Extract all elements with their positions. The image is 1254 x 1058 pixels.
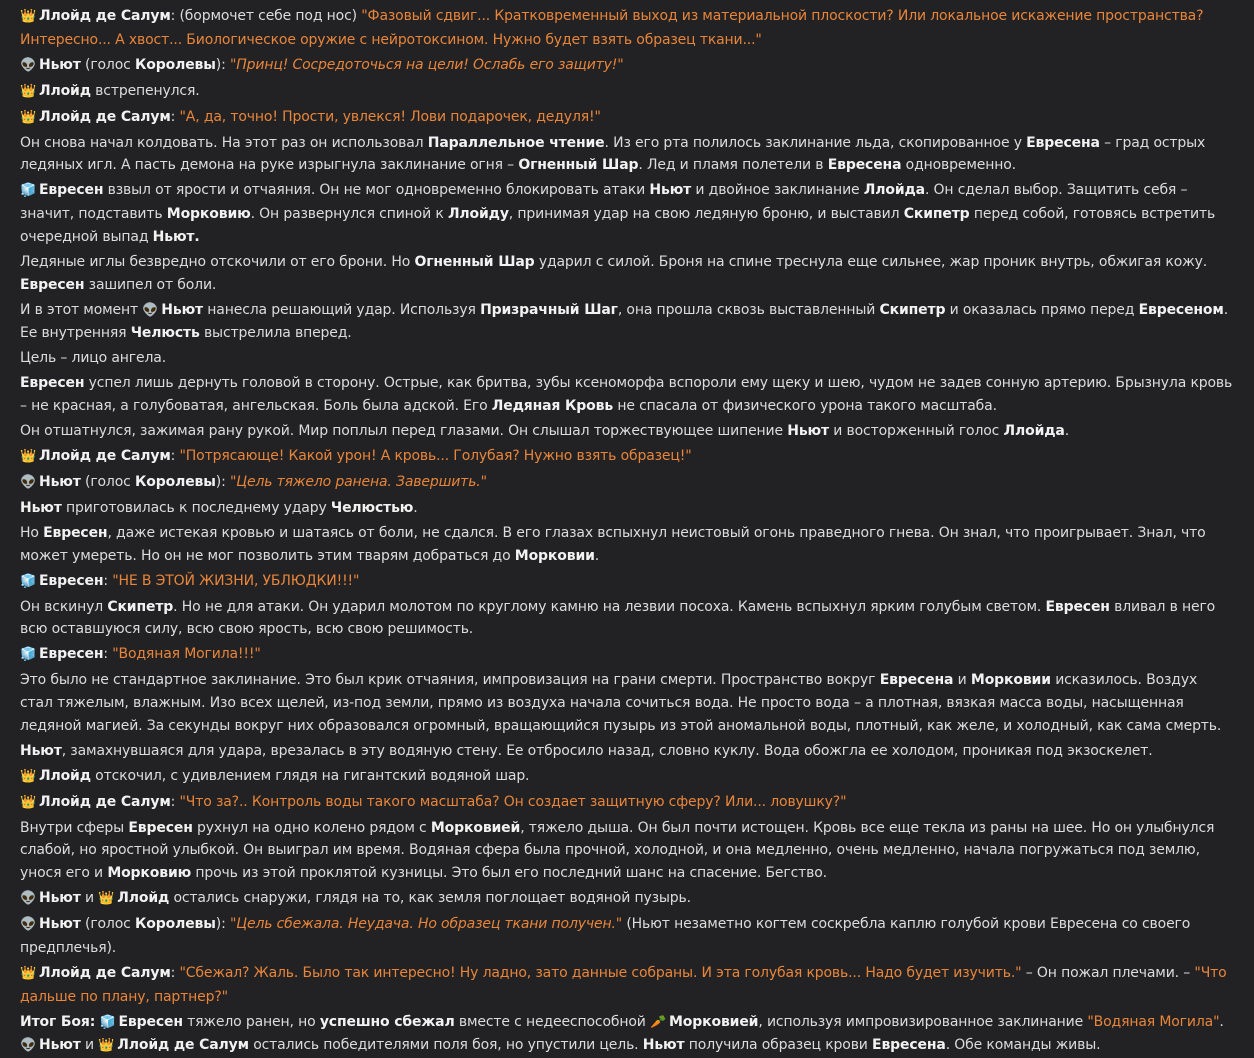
narration-text: . (594, 547, 600, 564)
bold-text: Скипетр (903, 206, 970, 223)
bold-text: Огненный Шар (518, 157, 639, 174)
narration-text: . (1219, 1013, 1224, 1030)
narration-text: Он отшатнулся, зажимая рану рукой. Мир поплыл перед глазами. Он слышал торжествующее шипение (20, 422, 788, 439)
story-paragraph (20, 570, 1234, 594)
narration-text: перед собой, готовясь встретить очередной выпад (20, 206, 1216, 245)
dialogue-quote: "Что дальше по плану, партнер?" (20, 964, 1227, 1005)
narration-text: выстрелила вперед. (199, 325, 352, 342)
bold-text: Ллойд де Салум (39, 447, 171, 464)
narration-text: . Он развернулся спиной к (250, 206, 448, 223)
carrot-icon: 🥕 (650, 1014, 667, 1030)
narration-text: Ледяные иглы безвредно отскочили от его брони. Но (20, 253, 415, 270)
narration-text: . Но не для атаки. Он ударил молотом по круглому камню на лезвии посоха. Камень вспыхнул ярким голубым светом. (173, 598, 1046, 615)
crown-icon: 👑 (20, 768, 37, 784)
bold-text: Ньют (161, 301, 203, 318)
crown-icon: 👑 (20, 109, 37, 125)
narration-text: Он вскинул (20, 598, 108, 615)
story-paragraph (20, 80, 1234, 104)
crown-icon: 👑 (20, 965, 37, 981)
narration-text: Он снова начал колдовать. На этот раз он использовал (20, 134, 428, 151)
bold-text: Евресена (879, 672, 954, 689)
narration-text: вливал в него всю оставшуюся силу, всю свою ярость, всю свою решимость. (20, 598, 1216, 638)
narration-text: и (80, 1037, 99, 1054)
narration-text: отскочил, с удивлением глядя на гигантский водяной шар. (90, 767, 530, 784)
narration-text: зашипел от боли. (84, 276, 217, 293)
dialogue-quote: "Фазовый сдвиг... Кратковременный выход из материальной плоскости? Или локальное искажение пространства? Интересно... А хвост... Биологическое оружие с нейротоксином. Нужно будет взять образец ткани..." (20, 8, 1204, 48)
dialogue-quote-italic: "Принц! Сосредоточься на цели! Ослабь его защиту!" (229, 56, 624, 73)
narration-text: Цель – лицо ангела. (20, 350, 167, 367)
bold-text: Ньют (39, 56, 81, 73)
ice-cube-icon: 🧊 (20, 183, 37, 199)
crown-icon: 👑 (20, 9, 37, 24)
bold-text: успешно сбежал (319, 1013, 455, 1030)
bold-text: Евресен (43, 524, 108, 541)
alien-icon: 👽 (142, 302, 159, 318)
narration-text: нанесла решающий удар. Используя (203, 301, 481, 318)
story-paragraph (20, 5, 1234, 51)
bold-text: Ллойда (863, 182, 925, 199)
narration-text: (Ньют незаметно когтем соскребла каплю голубой крови Евресена со своего предплечья). (20, 916, 1191, 956)
alien-icon: 👽 (20, 917, 37, 933)
story-paragraph (20, 817, 1234, 885)
narration-text: (голос (80, 916, 135, 933)
narration-text: Но (20, 524, 44, 541)
narration-text: взвыл от ярости и отчаяния. Он не мог одновременно блокировать атаки (103, 182, 650, 199)
bold-text: Королевы (135, 916, 216, 933)
narration-text: . Ее внутренняя (20, 301, 1229, 342)
ice-cube-icon: 🧊 (99, 1014, 116, 1030)
narration-text: : (170, 793, 180, 810)
crown-icon: 👑 (98, 1038, 115, 1054)
narration-text: , тяжело дыша. Он был почти истощен. Кровь все еще текла из раны на шее. Но он улыбнулся слабой, но яростной улыбкой. Он выиграл им время. Водяная сфера была прочной, холодной, и она медленно, очень медленно, начала погружаться под землю, унося его и (20, 819, 1215, 882)
bold-text: Евресен (118, 1013, 183, 1030)
story-paragraph (20, 445, 1234, 469)
dialogue-quote: "Сбежал? Жаль. Было так интересно! Ну ладно, зато данные собраны. И эта голубая кровь... Надо будет изучить." (179, 964, 1022, 981)
bold-text: Евресена (1026, 134, 1100, 151)
story-paragraph (20, 765, 1234, 789)
story-paragraph (20, 347, 1234, 370)
bold-text: Ллойд (39, 767, 91, 784)
crown-icon: 👑 (20, 448, 37, 464)
bold-text: Евресен (39, 572, 104, 589)
alien-icon: 👽 (20, 474, 37, 490)
story-paragraph (20, 420, 1234, 443)
bold-text: Морковией (430, 819, 521, 836)
bold-text: Ньют (39, 916, 81, 933)
bold-text: Ллойд (39, 82, 91, 99)
narration-text: . Из его рта полилось заклинание льда, скопированное у (604, 134, 1027, 151)
story-paragraph (20, 669, 1234, 737)
narration-text: : (103, 572, 113, 589)
crown-icon: 👑 (98, 891, 115, 907)
narration-text: остались снаружи, глядя на то, как земля поглощает водяной пузырь. (169, 890, 691, 907)
narration-text: : (бормочет себе под нос) (170, 8, 362, 24)
story-paragraph (20, 643, 1234, 667)
narration-text: (голос (80, 56, 135, 73)
narration-text: получила образец крови (684, 1037, 873, 1054)
bold-text: Скипетр (107, 598, 174, 615)
story-paragraph (20, 54, 1234, 78)
bold-text: Призрачный Шаг (480, 301, 618, 318)
dialogue-quote: "Водяная Могила" (1087, 1013, 1220, 1030)
narration-text: не спасала от физического урона такого масштаба. (613, 397, 997, 414)
bold-text: Морковией (669, 1013, 759, 1030)
bold-text: Евресен (20, 276, 85, 293)
narration-text: : (170, 964, 180, 981)
bold-text: Ньют (39, 473, 81, 490)
dialogue-quote: "Потрясающе! Какой урон! А кровь... Голубая? Нужно взять образец!" (179, 447, 692, 464)
bold-text: Ллойд де Салум (39, 108, 171, 125)
dialogue-quote: "А, да, точно! Прости, увлекся! Лови подарочек, дедуля!" (179, 108, 601, 125)
bold-text: Ллойд (117, 890, 170, 907)
narration-text: Внутри сферы (20, 819, 129, 836)
story-paragraph (20, 497, 1234, 520)
story-paragraph (20, 791, 1234, 815)
bold-text: Ньют (39, 1037, 81, 1054)
narration-text: рухнул на одно колено рядом с (192, 819, 431, 836)
story-paragraph (20, 962, 1234, 1008)
bold-text: Королевы (135, 56, 216, 73)
narration-text: : (170, 447, 180, 464)
narration-text: , используя импровизированное заклинание (758, 1013, 1088, 1030)
narration-text: и (953, 672, 971, 689)
narration-text: и оказалась прямо перед (945, 301, 1139, 318)
narration-text: (голос (80, 473, 135, 490)
bold-text: Евресен (20, 375, 85, 392)
bold-text: Челюсть (130, 325, 200, 342)
story-paragraph (20, 596, 1234, 641)
narration-text: приготовилась к последнему удару (61, 499, 331, 516)
dialogue-quote: "Водяная Могила!!!" (112, 646, 261, 663)
narration-text: ударил с силой. Броня на спине треснула еще сильнее, жар проник внутрь, обжигая кожу. (534, 253, 1208, 270)
bold-text: Евресена (872, 1037, 946, 1054)
narration-text: . Лед и пламя полетели в (638, 157, 828, 174)
bold-text: Челюстью (330, 499, 414, 516)
narration-text: остались победителями поля боя, но упустили цель. (248, 1037, 643, 1054)
bold-text: Морковию (107, 865, 192, 882)
narration-text: встрепенулся. (90, 82, 200, 99)
narration-text: и (80, 890, 99, 907)
narration-text: и двойное заклинание (691, 182, 864, 199)
bold-text: Ллойда (1003, 422, 1065, 439)
narration-text: тяжело ранен, но (182, 1013, 320, 1030)
ice-cube-icon: 🧊 (20, 573, 37, 589)
narration-text: . (413, 499, 418, 516)
dialogue-quote-italic: "Цель сбежала. Неудача. Но образец ткани получен." (229, 916, 623, 933)
narration-text: . Обе команды живы. (945, 1037, 1101, 1054)
bold-text: Евресена (827, 157, 902, 174)
story-paragraph (20, 179, 1234, 248)
crown-icon: 👑 (20, 794, 37, 810)
bold-text: Морковии (970, 672, 1051, 689)
narration-text: исказилось. Воздух стал тяжелым, влажным. Изо всех щелей, из-под земли, прямо из воздуха начала сочиться вода. Не просто вода – а плотная, вязкая масса воды, насыщенная ледяной магией. За секунды вокруг них образовался огромный, вращающийся пузырь из этой аномальной воды, плотный, как желе, и холодный, как сама смерть. (20, 672, 1222, 734)
bold-text: Королевы (135, 473, 216, 490)
bold-text: Скипетр (879, 301, 946, 318)
narration-text: : (170, 108, 180, 125)
bold-text: Ллойд де Салум (39, 8, 171, 24)
bold-text: Ллойд де Салум (39, 964, 171, 981)
alien-icon: 👽 (20, 891, 37, 907)
bold-text: Евресен (39, 182, 104, 199)
narration-text: и восторженный голос (828, 422, 1004, 439)
alien-icon: 👽 (20, 57, 37, 73)
story-paragraph (20, 887, 1234, 911)
narration-text: Это было не стандартное заклинание. Это был крик отчаяния, импровизация на грани смерти. Пространство вокруг (20, 672, 880, 689)
narration-text: , даже истекая кровью и шатаясь от боли, не сдался. В его глазах вспыхнул неистовый огонь праведного гнева. Он знал, что проигрывает. Знал, что может умереть. Но он не мог позволить этим тварям добраться до (20, 524, 1206, 564)
bold-text: Ллойд де Салум (117, 1037, 249, 1054)
story-paragraph (20, 299, 1234, 345)
bold-text: Ньют. (152, 228, 200, 245)
narration-text: , замахнувшаяся для удара, врезалась в эту водяную стену. Ее отбросило назад, словно куклу. Вода обожгла ее холодом, проникая под экзоскелет. (61, 742, 1153, 759)
narration-text: , она прошла сквозь выставленный (617, 301, 880, 318)
bold-text: Ллойду (447, 206, 509, 223)
narration-text: И в этот момент (20, 301, 143, 318)
narration-text: ): (215, 916, 230, 933)
story-paragraph (20, 106, 1234, 130)
bold-text: Ледяная Кровь (491, 397, 614, 414)
narration-text: ): (215, 473, 230, 490)
bold-text: Морковию (166, 206, 251, 223)
bold-text: Евресен (39, 646, 104, 663)
narration-text: . (1064, 422, 1069, 439)
story-paragraph (20, 1011, 1234, 1058)
bold-text: Ньют (642, 1037, 685, 1054)
bold-text: Евресеном (1138, 301, 1224, 318)
narration-text: . Он сделал выбор. Защитить себя – значит, подставить (20, 182, 1188, 223)
narration-text: ): (215, 56, 230, 73)
ice-cube-icon: 🧊 (20, 647, 37, 663)
story-paragraph (20, 372, 1234, 417)
bold-text: Параллельное чтение (427, 134, 605, 151)
bold-text: Ньют (20, 499, 62, 516)
narration-text: , принимая удар на свою ледяную броню, и выставил (508, 206, 904, 223)
narration-text: прочь из этой проклятой кузницы. Это был его последний шанс на спасение. Бегство. (191, 865, 827, 882)
narration-text: успел лишь дернуть головой в сторону. Острые, как бритва, зубы ксеноморфа вспороли ему щеку и шею, чудом не задев сонную артерию. Брызнула кровь – не красная, а голубоватая, ангельская. Боль была адской. Его (20, 375, 1233, 414)
bold-text: Евресен (128, 819, 193, 836)
bold-text: Ньют (787, 422, 829, 439)
story-paragraph (20, 740, 1234, 763)
bold-text: Морковии (514, 547, 595, 564)
story-paragraph (20, 132, 1234, 177)
narration-text: вместе с недееспособной (454, 1013, 651, 1030)
narration-text: : (103, 646, 113, 663)
bold-text: Евресен (1045, 598, 1110, 615)
story-paragraph (20, 471, 1234, 495)
bold-text: Ньют (649, 182, 692, 199)
dialogue-quote: "НЕ В ЭТОЙ ЖИЗНИ, УБЛЮДКИ!!!" (112, 572, 360, 589)
bold-text: Итог Боя: (20, 1013, 96, 1030)
alien-icon: 👽 (20, 1038, 37, 1054)
narration-text: – Он пожал плечами. – (1021, 964, 1195, 981)
bold-text: Ллойд де Салум (39, 793, 171, 810)
narration-text: одновременно. (901, 157, 1016, 174)
story-paragraph (20, 913, 1234, 959)
bold-text: Ньют (39, 890, 81, 907)
crown-icon: 👑 (20, 83, 37, 99)
bold-text: Огненный Шар (414, 253, 535, 270)
dialogue-quote-italic: "Цель тяжело ранена. Завершить." (229, 473, 487, 490)
story-paragraph (20, 522, 1234, 567)
dialogue-quote: "Что за?.. Контроль воды такого масштаба? Он создает защитную сферу? Или... ловушку?" (179, 793, 847, 810)
story-paragraph (20, 251, 1234, 296)
bold-text: Ньют (20, 742, 62, 759)
narration-text: – град острых ледяных игл. А пасть демона на руке изрыгнула заклинание огня – (20, 134, 1206, 174)
